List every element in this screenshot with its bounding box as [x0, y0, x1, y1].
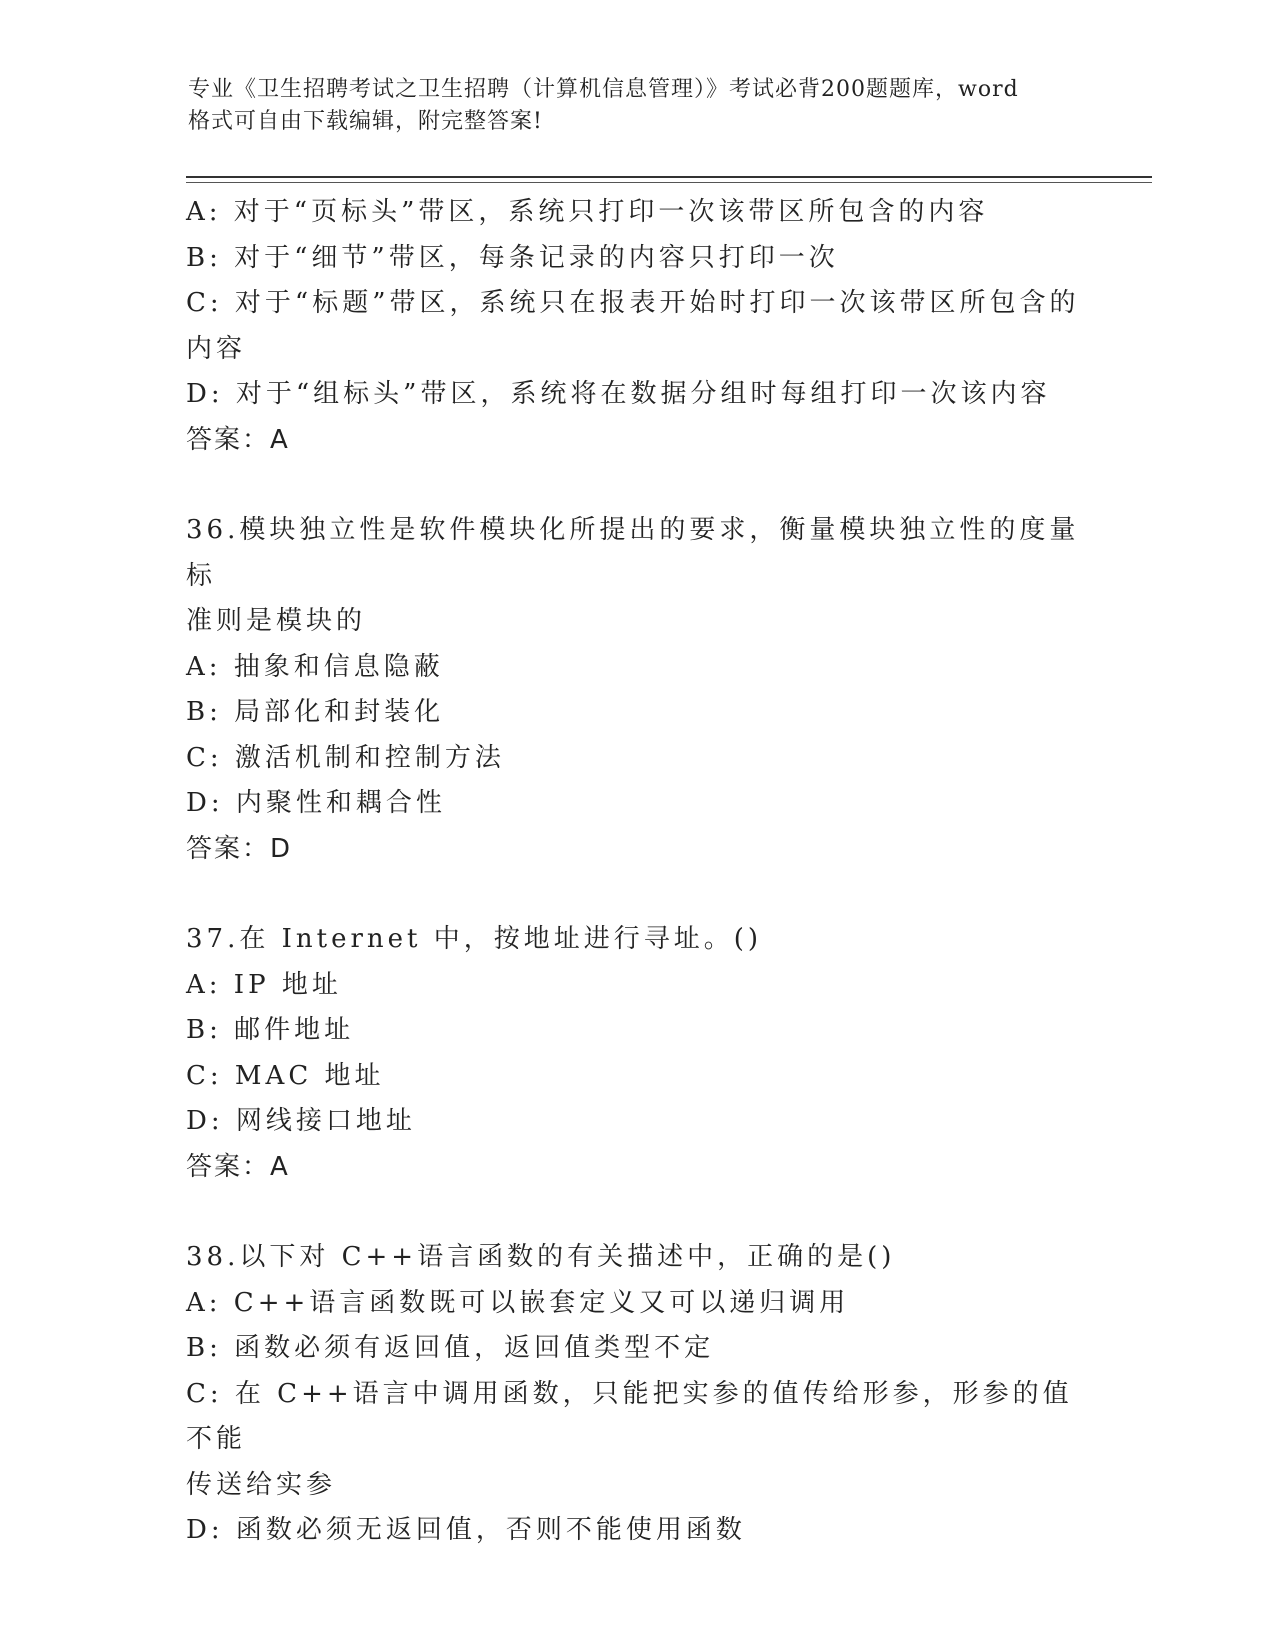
option-c: C: 对于“标题”带区，系统只在报表开始时打印一次该带区所包含的 — [186, 288, 1080, 318]
option-c: C: 激活机制和控制方法 — [186, 742, 505, 773]
option-d: D: 内聚性和耦合性 — [186, 788, 446, 818]
option-d: D: 函数必须无返回值，否则不能使用函数 — [186, 1515, 746, 1545]
option-c-continued: 传送给实参 — [186, 1469, 337, 1500]
question-stem: 37.在 Internet 中，按地址进行寻址。() — [186, 924, 763, 954]
page-header — [188, 74, 1088, 138]
question-list — [186, 190, 1086, 1554]
question-block-36 — [186, 508, 1086, 872]
answer-label: 答案：A — [186, 424, 290, 455]
option-d: D: 对于“组标头”带区，系统将在数据分组时每组打印一次该内容 — [186, 379, 1051, 409]
header-line-1: 专业《卫生招聘考试之卫生招聘（计算机信息管理）》考试必背200题题库，word — [188, 77, 1019, 102]
question-stem-continued: 准则是模块的 — [186, 606, 367, 636]
header-rule-thick — [186, 176, 1152, 178]
question-block-37 — [186, 917, 1086, 1190]
header-line-2: 格式可自由下载编辑，附完整答案! — [188, 109, 543, 134]
answer-label: 答案：A — [186, 1151, 290, 1182]
option-a: A: C++语言函数既可以嵌套定义又可以递归调用 — [186, 1287, 850, 1318]
question-stem: 36.模块独立性是软件模块化所提出的要求，衡量模块独立性的度量标 — [186, 515, 1080, 591]
header-rule-thin — [186, 182, 1152, 183]
option-a: A: 抽象和信息隐蔽 — [186, 651, 444, 682]
option-d: D: 网线接口地址 — [186, 1106, 416, 1136]
option-a: A: 对于“页标头”带区，系统只打印一次该带区所包含的内容 — [186, 197, 989, 227]
option-c: C: MAC 地址 — [186, 1060, 385, 1091]
option-a: A: IP 地址 — [186, 969, 342, 1000]
question-block-38 — [186, 1235, 1086, 1554]
option-b: B: 邮件地址 — [186, 1015, 355, 1045]
question-stem: 38.以下对 C++语言函数的有关描述中，正确的是() — [186, 1242, 896, 1272]
question-block-35 — [186, 190, 1086, 463]
option-b: B: 函数必须有返回值，返回值类型不定 — [186, 1333, 715, 1363]
option-c: C: 在 C++语言中调用函数，只能把实参的值传给形参，形参的值不能 — [186, 1378, 1073, 1454]
answer-label: 答案：D — [186, 833, 293, 864]
option-b: B: 局部化和封装化 — [186, 697, 445, 727]
option-c-continued: 内容 — [186, 333, 247, 364]
option-b: B: 对于“细节”带区，每条记录的内容只打印一次 — [186, 242, 839, 273]
